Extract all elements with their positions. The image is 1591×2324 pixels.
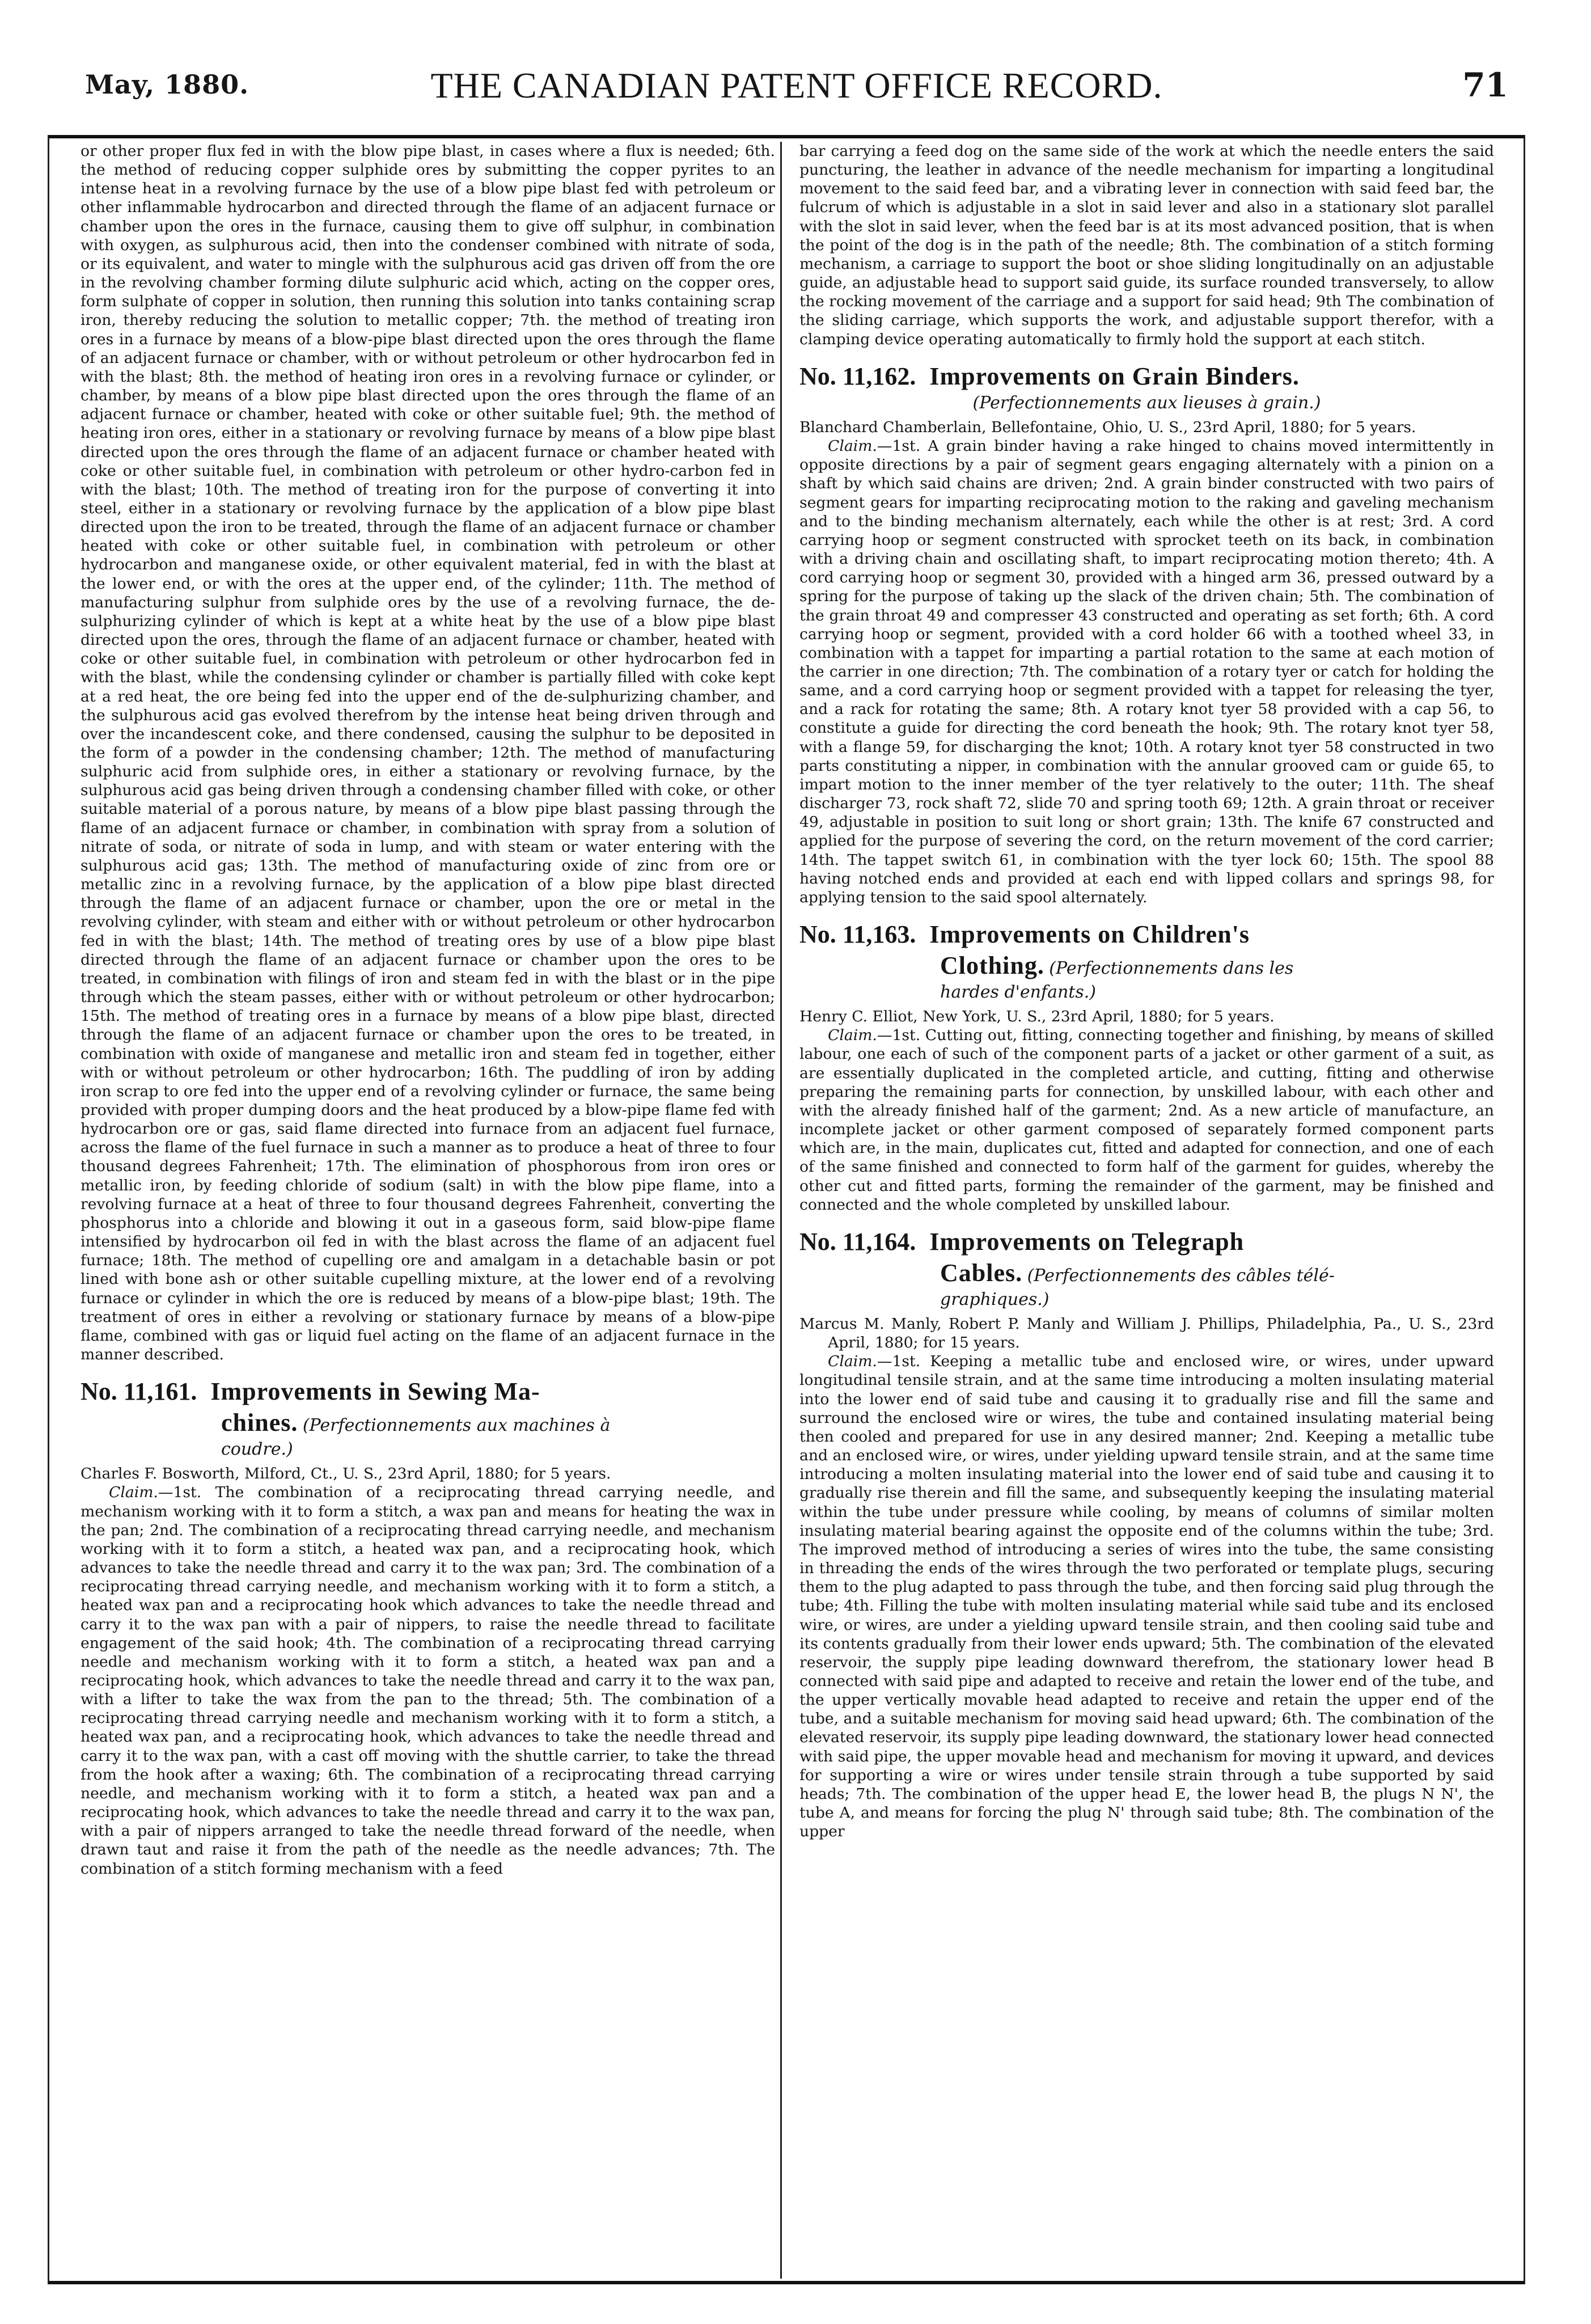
patent-inventor: Charles F. Bosworth, Milford, Ct., U. S., 23rd April, 1880; for 5 years. (81, 1465, 611, 1483)
continued-claims-text: bar carrying a feed dog on the same side of the work at which the needle enters the said puncturing, the leather in advance of the needle mechanism for imparting a longitudinal movement to the said feed bar, and a vibrating lever in connection with said feed bar, the fulcrum of which is adjustable in a slot in said lever and also in a stationary slot parallel with the slot in said lever, when the feed bar is at its most advanced position, that is when the point of the dog is in the path of the needle; 8th. The combination of a stitch forming mechanism, a carriage to support the boot or shoe sliding longitudinally on an adjustable guide, an adjustable head to support said guide, its surface rounded transversely, to allow the rocking movement of the carriage and a support for said head; 9th The combination of the sliding carriage, which supports the work, and adjustable support therefor, with a clamping device operating automatically to firmly hold the support at each stitch. (799, 142, 1494, 348)
page-header (85, 61, 1508, 124)
claim-text: —1st. A grain binder having a rake hinged to chains moved intermittently in opposite directions by a pair of segment gears engaging alternately with a pinion on a shaft by which said chains are driven; 2nd. A grain binder constructed with two pairs of segment gears for imparting reciprocating motion to the raking and gaveling mechanism and to the binding mechanism alternately, each while the other is at rest; 3rd. A cord carrying hoop or segment constructed with sprocket teeth on its back, in combination with a driving chain and oscillating shaft, to impart reciprocating motion thereto; 4th. A cord carrying hoop or segment 30, provided with a hinged arm 36, pressed outward by a spring for the purpose of taking up the slack of the driven chain; 5th. The combination of the grain throat 49 and compresser 43 constructed and operating as set forth; 6th. A cord carrying hoop or segment, provided with a cord holder 66 with a toothed wheel 33, in combination with a tappet for imparting a partial rotation to the same at each motion of the carrier in one direction; 7th. The combination of a rotary tyer or catch for holding the same, and a cord carrying hoop or segment provided with a tappet for releasing the tyer, and a rack for rotating the same; 8th. A rotary knot tyer 58 provided with a cap 56, to constitute a guide for directing the cord beneath the hook; 9th. The rotary knot tyer 58, with a flange 59, for discharging the knot; 10th. A rotary knot tyer 58 constructed in two parts constituting a nipper, in combination with the annular grooved cam or guide 65, to impart motion to the inner member of the tyer relatively to the outer; 11th. The sheaf discharger 73, rock shaft 72, slide 70 and spring tooth 69; 12th. A grain throat or receiver 49, adjustable in position to suit long or short grain; 13th. The knife 67 constructed and applied for the purpose of severing the cord, on the return movement of the cord carrier; 14th. The tappet switch 61, in combination with the tyer lock 60; 15th. The spool 88 having notched ends and provided at each end with lipped collars and springs 98, for applying tension to the said spool alternately. (799, 437, 1494, 906)
patent-claims (799, 1352, 1494, 1841)
patent-claims (81, 1483, 775, 1878)
patent-title: Improvements on Children's (929, 920, 1250, 949)
column-divider (780, 142, 782, 2279)
claim-label: Claim. (828, 1353, 877, 1371)
page-number: 71 (1462, 66, 1508, 104)
patent-claims (799, 1026, 1494, 1214)
patent-inventor: Henry C. Elliot, New York, U. S., 23rd April, 1880; for 5 years. (799, 1008, 1275, 1026)
patent-inventor: Marcus M. Manly, Robert P. Manly and William J. Phillips, Philadelphia, Pa., U. S., 23rd April, 1880; for 15 years. (799, 1315, 1494, 1352)
patent-heading-11162 (799, 361, 1494, 413)
right-column (799, 142, 1494, 2274)
patent-number: No. 11,163. (799, 920, 916, 949)
patent-french-title: (Perfectionnements aux machines à (302, 1415, 611, 1436)
patent-number: No. 11,161. (81, 1378, 197, 1406)
patent-french-title-cont: coudre.) (221, 1439, 293, 1459)
patent-title-cont: Clothing. (940, 951, 1044, 979)
patent-french-title-cont: graphiques.) (940, 1289, 1050, 1309)
patent-title: Improvements on Telegraph (929, 1227, 1245, 1256)
patent-french-title: (Perfectionnements des câbles télé- (1027, 1265, 1335, 1286)
publication-title: THE CANADIAN PATENT OFFICE RECORD. (430, 65, 1163, 105)
patent-french-title: (Perfectionnements dans les (1049, 958, 1294, 978)
patent-french-title-cont: hardes d'enfants.) (940, 982, 1096, 1002)
claim-text: —1st. The combination of a reciprocating thread carrying needle, and mechanism working with it to form a stitch, a wax pan and means for heating the wax in the pan; 2nd. The combination of a reciprocating thread carrying needle, and mechanism working with it to form a stitch, a heated wax pan, and a reciprocating hook, which advances to take the needle thread and carry it to the wax pan; 3rd. The combination of a reciprocating thread carrying needle, and mechanism working with it to form a stitch, a heated wax pan and a reciprocating hook which advances to take the needle thread and carry it to the wax pan with a pair of nippers, to raise the needle thread to facilitate engagement of the said hook; 4th. The combination of a reciprocating thread carrying needle and mechanism working with it to form a stitch, a heated wax pan and a reciprocating hook, which advances to take the needle thread and carry it to the wax pan, with a lifter to take the wax from the pan to the thread; 5th. The combination of a reciprocating thread carrying needle and mechanism working with it to form a stitch, a heated wax pan, and a reciprocating hook, which advances to take the needle thread and carry it to the wax pan, with a cast off moving with the shuttle carrier, to take the thread from the hook after a waxing; 6th. The combination of a reciprocating thread carrying needle, and mechanism working with it to form a stitch, a heated wax pan and a reciprocating hook, which advances to take the needle thread and carry it to the wax pan, with a pair of nippers arranged to take the needle thread forward of the needle, when drawn taut and raise it from the path of the needle as the needle advances; 7th. The combination of a stitch forming mechanism with a feed (81, 1484, 775, 1878)
continued-claims-text: or other proper flux fed in with the blow pipe blast, in cases where a flux is needed; 6th. the method of reducing copper sulphide ores by submitting the copper pyrites to an intense heat in a revolving furnace by the use of a blow pipe blast fed with petroleum or other inflammable hydrocarbon and directed through the flame of an adjacent furnace or chamber upon the ores in the furnace, causing them to give off sulphur, in combination with oxygen, as sulphurous acid, then into the condenser combined with nitrate of soda, or its equivalent, and water to mingle with the sulphurous acid gas driven off from the ore in the revolving chamber forming dilute sulphuric acid which, acting on the copper ores, form sulphate of copper in solution, then running this solution into tanks containing scrap iron, thereby reducing the solution to metallic copper; 7th. the method of treating iron ores in a furnace by means of a blow-pipe blast directed upon the ores through the flame of an adjacent furnace or chamber, with or without petroleum or other hydrocarbon fed in with the blast; 8th. the method of heating iron ores in a revolving furnace or cylinder, or chamber, by means of a blow pipe blast directed upon the ores through the flame of an adjacent furnace or chamber, heated with coke or other suitable fuel; 9th. the method of heating iron ores, either in a stationary or revolving furnace by means of a blow pipe blast directed upon the ores through the flame of an adjacent furnace or chamber heated with coke or other suitable fuel, in combination with petroleum or other hydro-carbon fed in with the blast; 10th. The method of treating iron for the purpose of converting it into steel, either in a stationary or revolving furnace by the application of a blow pipe blast directed upon the iron to be treated, through the flame of an adjacent furnace or chamber heated with coke or other suitable fuel, in combination with petroleum or other hydrocarbon and manganese oxide, or other equivalent material, fed in with the blast at the lower end, or with the ores at the upper end, of the cylinder; 11th. The method of manufacturing sulphur from sulphide ores by the use of a revolving furnace, the de-sulphurizing cylinder of which is kept at a white heat by the use of a blow pipe blast directed upon the ores, through the flame of an adjacent furnace or chamber, heated with coke or other suitable fuel, in combination with petroleum or other hydrocarbon fed in with the blast, while the condensing cylinder or chamber is partially filled with coke kept at a red heat, the ore being fed into the upper end of the de-sulphurizing chamber, and the sulphurous acid gas evolved therefrom by the intense heat being driven through and over the incandescent coke, and there condensed, causing the sulphur to be deposited in the form of a powder in the condensing chamber; 12th. The method of manufacturing sulphuric acid from sulphide ores, in either a stationary or revolving furnace, by the sulphurous acid gas being driven through a condensing chamber filled with coke, or other suitable material of a porous nature, by means of a blow pipe blast passing through the flame of an adjacent furnace or chamber, in combination with spray from a solution of nitrate of soda, or nitrate of soda in lump, and with steam or water entering with the sulphurous acid gas; 13th. The method of manufacturing oxide of zinc from ore or metallic zinc in a revolving furnace, by the application of a blow pipe blast directed through the flame of an adjacent furnace or chamber, upon the ore or metal in the revolving cylinder, with steam and either with or without petroleum or other hydrocarbon fed in with the blast; 14th. The method of treating ores by use of a blow pipe blast directed through the flame of an adjacent furnace or chamber upon the ores to be treated, in combination with filings of iron and steam fed in with the blast or in the pipe through which the steam passes, either with or without petroleum or other hydrocarbon; 15th. The method of treating ores in a furnace by means of a blow pipe blast, directed through the flame of an adjacent furnace or chamber upon the ores to be treated, in combination with oxide of manganese and metallic iron and steam fed in together, either with or without petroleum or other hydrocarbon; 16th. The puddling of iron by adding iron scrap to ore fed into the upper end of a revolving cylinder or furnace, the same being provided with proper dumping doors and the heat produced by a blow-pipe flame fed with hydrocarbon ore or gas, said flame directed into furnace from an adjacent fuel furnace, across the flame of the fuel furnace in such a manner as to produce a heat of three to four thousand degrees Fahrenheit; 17th. The elimination of phosphorous from iron ores or metallic iron, by feeding chloride of sodium (salt) in with the blow pipe flame, into a revolving furnace at a heat of three to four thousand degrees Fahrenheit, converting the phosphorus into a chloride and blowing it out in a gaseous form, said blow-pipe flame intensified by hydrocarbon oil fed in with the blast across the flame of an adjacent fuel furnace; 18th. The method of cupelling ore and amalgam in a detachable basin or pot lined with bone ash or other suitable cupelling mixture, at the lower end of a revolving furnace or cylinder in which the ore is reduced by means of a blow-pipe blast; 19th. The treatment of ores in either a revolving or stationary furnace by means of a blow-pipe flame, combined with gas or liquid fuel acting on the flame of an adjacent furnace in the manner described. (81, 142, 775, 1363)
claim-label: Claim. (109, 1484, 158, 1502)
patent-heading-11163 (799, 919, 1494, 1003)
patent-title-cont: Cables. (940, 1258, 1023, 1287)
patent-title: Improvements in Sewing Ma- (210, 1378, 540, 1406)
patent-heading-11161 (81, 1376, 775, 1460)
patent-claims (799, 437, 1494, 907)
left-column (81, 142, 775, 2274)
issue-date: May, 1880. (85, 69, 249, 100)
patent-number: No. 11,164. (799, 1227, 916, 1256)
patent-number: No. 11,162. (799, 362, 916, 390)
patent-title: Improvements on Grain Binders. (929, 362, 1300, 390)
patent-heading-11164 (799, 1227, 1494, 1310)
patent-french-title: (Perfectionnements aux lieuses à grain.) (972, 392, 1321, 413)
claim-text: —1st. Keeping a metallic tube and enclosed wire, or wires, under upward longitudinal tensile strain, and at the same time introducing a molten insulating material into the lower end of said tube and causing it to gradually rise and fill the same and surround the enclosed wire or wires, the tube and contained insulating material being then cooled and prepared for use in any desired manner; 2nd. Keeping a metallic tube and an enclosed wire, or wires, under yielding upward tensile strain, and at the same time introducing a molten insulating material into the lower end of said tube and causing it to gradually rise therein and fill the same, and subsequently keeping the insulating material within the tube under pressure while cooling, by means of columns of similar molten insulating material bearing against the opposite end of the columns within the tube; 3rd. The improved method of introducing a series of wires into the tube, the same consisting in threading the ends of the wires through the two perforated or template plugs, securing them to the plug adapted to pass through the tube, and then forcing said plug through the tube; 4th. Filling the tube with molten insulating material while said tube and its enclosed wire, or wires, are under a yielding upward tensile strain, and then cooling said tube and its contents gradually from their lower ends upward; 5th. The combination of the elevated reservoir, the supply pipe leading downward therefrom, the stationary lower head B connected with said pipe and adapted to receive and retain the lower end of the tube, and the upper vertically movable head adapted to receive and retain the upper end of the tube, and a suitable mechanism for moving said head upward; 6th. The combination of the elevated reservoir, its supply pipe leading downward, the stationary lower head connected with said pipe, the upper movable head and mechanism for moving it upward, and devices for supporting a wire or wires under tensile strain through a tube supported by said heads; 7th. The combination of the upper head E, the lower head B, the plugs N N', the tube A, and means for forcing the plug N' through said tube; 8th. The combination of the upper (799, 1353, 1494, 1841)
claim-label: Claim. (828, 437, 877, 455)
patent-title-cont: chines. (221, 1409, 298, 1437)
claim-text: —1st. Cutting out, fitting, connecting together and finishing, by means of skilled labour, one each of such of the component parts of a jacket or other garment of a suit, as are essentially duplicated in the completed article, and cutting, fitting and otherwise preparing the remaining parts for connection, by unskilled labour, with each other and with the already finished half of the garment; 2nd. As a new article of manufacture, an incomplete jacket or other garment composed of separately formed component parts which are, in the main, duplicates cut, fitted and adapted for connection, and one of each of the same finished and connected to form half of the garment for guides, whereby the other cut and fitted parts, forming the remainder of the garment, may be finished and connected and the whole completed by unskilled labour. (799, 1026, 1494, 1214)
patent-inventor: Blanchard Chamberlain, Bellefontaine, Ohio, U. S., 23rd April, 1880; for 5 years. (799, 418, 1416, 436)
claim-label: Claim. (828, 1026, 877, 1045)
